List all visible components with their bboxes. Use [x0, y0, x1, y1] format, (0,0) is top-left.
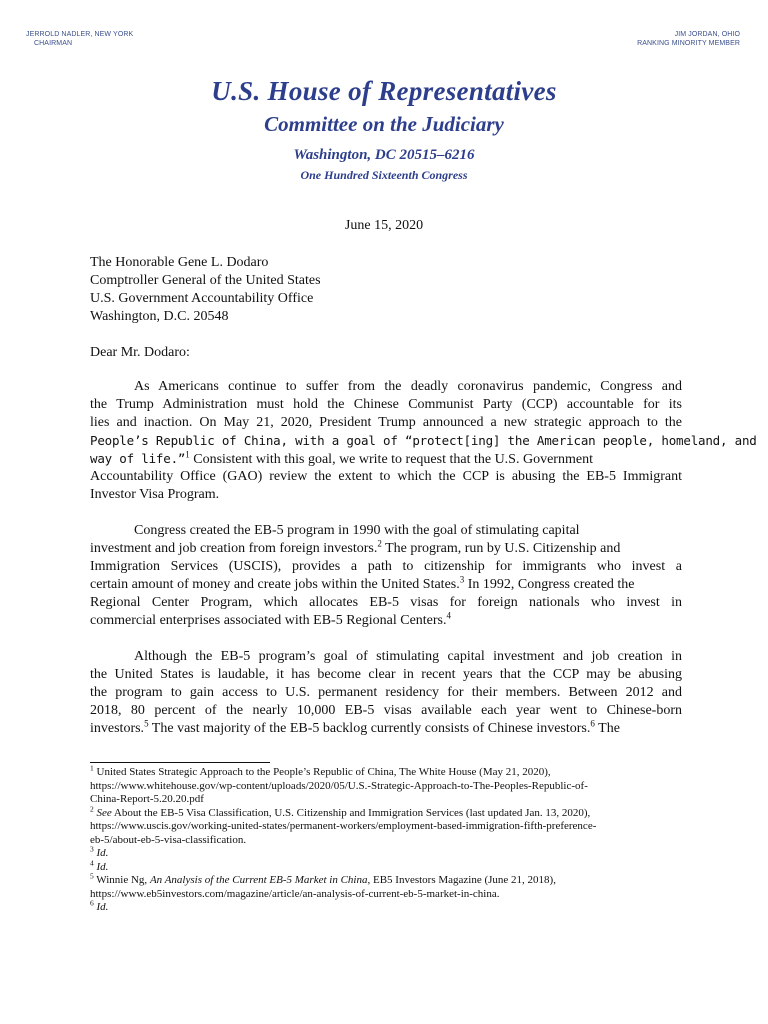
footnote-text: United States Strategic Approach to the People’s Republic of China, The White House (May 21, 2020),: [93, 766, 551, 778]
footnote-text: Winnie Ng,: [93, 874, 150, 886]
footnote-2: [90, 803, 690, 821]
footnote-text: , EB5 Investors Magazine (June 21, 2018),: [367, 874, 556, 886]
footnote-3: [90, 844, 690, 861]
footnotes: [90, 763, 690, 915]
footnote-divider: [90, 762, 270, 763]
text-span: Consistent with this goal, we write to request that the U.S. Government: [189, 452, 593, 467]
footnote-link[interactable]: https://www.whitehouse.gov/wp-content/uploads/2020/05/U.S.-Strategic-Approach-to-The-Peoples-Republic-of-: [90, 779, 588, 792]
footnote-number: 4: [90, 857, 94, 867]
text-span: The: [594, 721, 620, 736]
footnote-link[interactable]: eb-5/about-eb-5-visa-classification.: [90, 833, 247, 846]
text-span: investment and job creation from foreign investors.: [90, 541, 378, 556]
text-line: Accountability Office (GAO) review the extent to which the CCP is abusing the EB-5 Immigrant: [90, 469, 682, 484]
quote-text: way of life.”: [90, 451, 186, 466]
recipient-line: U.S. Government Accountability Office: [90, 291, 314, 306]
text-span: The program, run by U.S. Citizenship and: [381, 541, 621, 556]
text-line: the program to gain access to U.S. permanent residency for their members. Between 2012 and: [90, 685, 682, 700]
footnote-number: 2: [90, 803, 94, 813]
text-line: 2018, 80 percent of the nearly 10,000 EB-5 visas available each year went to Chinese-born: [90, 703, 682, 718]
footnote-link[interactable]: https://www.uscis.gov/working-united-states/permanent-workers/employment-based-immigration-fifth-preference-: [90, 820, 597, 832]
recipient-line: The Honorable Gene L. Dodaro: [90, 255, 269, 270]
text-span: The vast majority of the EB-5 backlog currently consists of Chinese investors.: [148, 721, 591, 736]
ranking-member-name: JIM JORDAN, OHIO: [674, 31, 740, 38]
footnote-number: 6: [90, 898, 94, 908]
text-line: the Trump Administration must hold the Chinese Communist Party (CCP) accountable for its: [90, 397, 682, 412]
text-line: Regional Center Program, which allocates EB-5 visas for foreign nationals who invest in: [90, 595, 682, 610]
text-span: investors.: [90, 721, 145, 736]
body-paragraph-1: [90, 378, 757, 504]
footnote-4: [90, 857, 690, 875]
footnote-ref: 2: [377, 538, 382, 549]
text-line: [90, 576, 682, 594]
footnote-ref: 5: [144, 718, 149, 729]
footnote-link[interactable]: https://www.eb5investors.com/magazine/article/an-analysis-of-current-eb-5-market-in-china.: [90, 887, 500, 900]
footnote-text: Id.: [93, 860, 109, 873]
text-line: lies and inaction. On May 21, 2020, President Trump announced a new strategic approach to the: [90, 415, 682, 430]
recipient-line: Washington, D.C. 20548: [90, 309, 229, 324]
footnote-ref: 1: [185, 449, 190, 460]
footnote-6: [90, 898, 690, 915]
text-line: [90, 540, 682, 558]
letterhead-congress: One Hundred Sixteenth Congress: [300, 168, 468, 182]
footnote-1: [90, 763, 690, 780]
letterhead-title: U.S. House of Representatives: [211, 76, 557, 106]
text-line: [90, 612, 682, 630]
footnote-text: Id.: [93, 901, 109, 913]
text-line: the United States is laudable, it has become clear in recent years that the CCP may be abusing: [90, 667, 682, 682]
footnote-ref: 4: [446, 610, 452, 621]
text-span: certain amount of money and create jobs within the United States.: [90, 577, 460, 592]
text-line: Congress created the EB-5 program in 1990 with the goal of stimulating capital: [134, 523, 580, 538]
quote-text: People’s Republic of China, with a goal of “protect[ing] the American people, homeland, and: [90, 433, 757, 448]
footnote-number: 5: [90, 871, 94, 881]
text-span: commercial enterprises associated with EB-5 Regional Centers.: [90, 613, 447, 628]
letterhead-address: Washington, DC 20515–6216: [293, 147, 475, 163]
footnote-ref: 6: [590, 718, 595, 729]
chairman-block: [26, 30, 133, 48]
footnote-number: 3: [90, 844, 94, 854]
text-line: [90, 720, 682, 738]
text-line: Although the EB-5 program’s goal of stimulating capital investment and job creation in: [134, 649, 682, 664]
footnote-signal: See: [93, 806, 112, 819]
footnote-text: About the EB-5 Visa Classification, U.S. Citizenship and Immigration Services (last updated Jan. 13, 2020),: [111, 806, 591, 819]
footnote-number: 1: [90, 763, 94, 773]
text-line: Immigration Services (USCIS), provides a path to citizenship for immigrants who invest a: [90, 559, 682, 574]
chairman-title: CHAIRMAN: [34, 40, 73, 47]
text-line: [90, 432, 757, 450]
text-line: Investor Visa Program.: [90, 487, 220, 502]
footnote-ref: 3: [459, 574, 465, 585]
chairman-name: JERROLD NADLER, NEW YORK: [26, 31, 134, 38]
text-span: In 1992, Congress created the: [464, 577, 635, 592]
ranking-member-title: RANKING MINORITY MEMBER: [637, 40, 740, 47]
recipient-line: Comptroller General of the United States: [90, 273, 321, 288]
footnote-text: Id.: [93, 847, 109, 859]
ranking-member-block: [637, 30, 740, 48]
body-paragraph-3: [90, 648, 682, 738]
recipient-address: [90, 254, 321, 326]
text-line: [90, 450, 682, 468]
letterhead-committee: Committee on the Judiciary: [264, 112, 504, 136]
letter-date: June 15, 2020: [344, 218, 424, 233]
salutation: Dear Mr. Dodaro:: [90, 345, 190, 360]
footnote-article-title: An Analysis of the Current EB-5 Market in China: [149, 874, 368, 886]
text-line: As Americans continue to suffer from the deadly coronavirus pandemic, Congress and: [134, 379, 682, 394]
footnote-5: [90, 871, 690, 888]
body-paragraph-2: [90, 522, 682, 630]
footnote-link[interactable]: China-Report-5.20.20.pdf: [90, 793, 204, 805]
